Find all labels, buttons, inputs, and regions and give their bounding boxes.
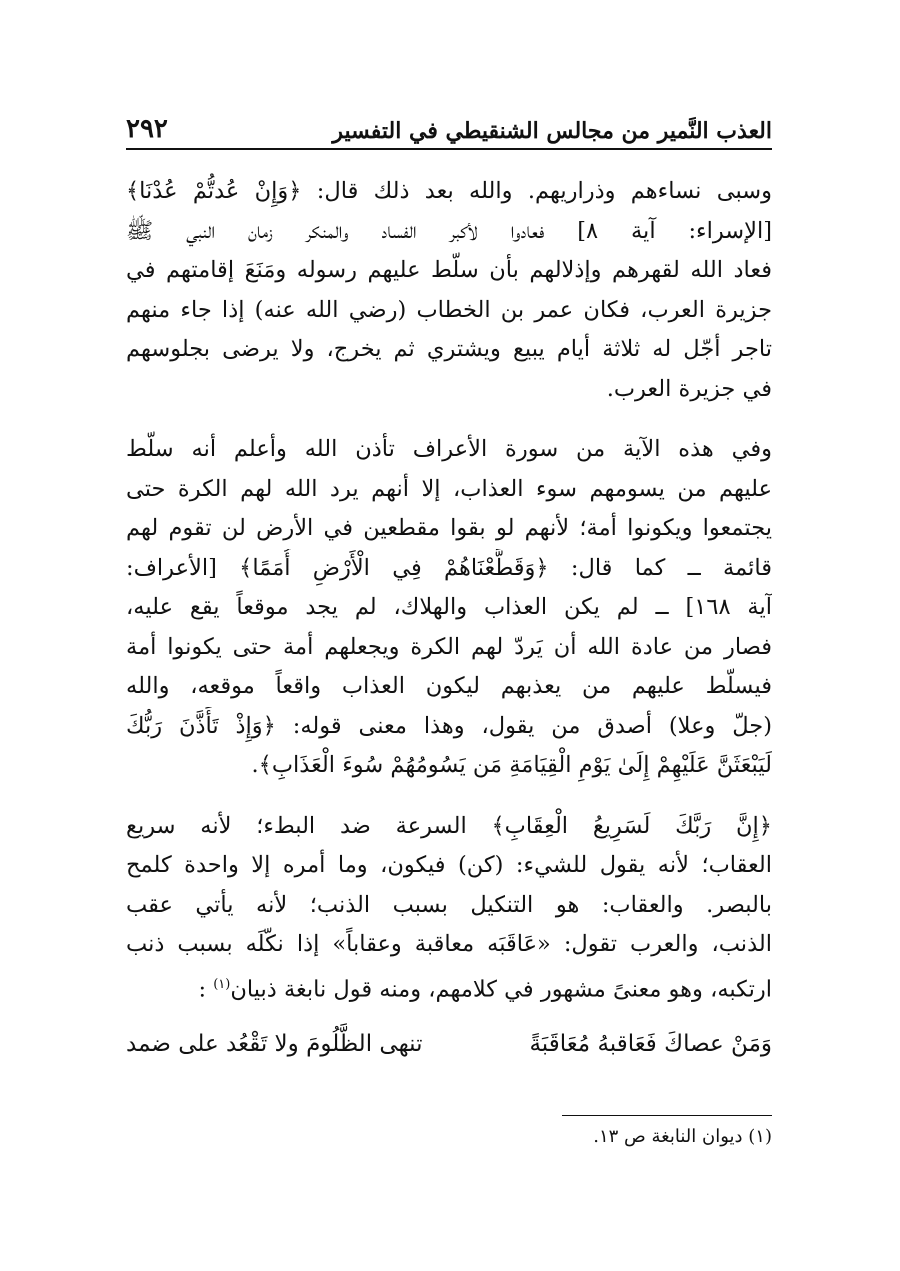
text-line: (جلّ وعلا) أصدق من يقول، وهذا معنى قوله: ﴿وَإِذْ تَأَذَّنَ رَبُّكَ	[126, 712, 772, 739]
paragraph-3	[126, 807, 772, 1005]
text-line: في جزيرة العرب.	[606, 375, 772, 402]
body-text	[126, 172, 772, 1065]
page-number: ٢٩٢	[126, 114, 168, 144]
text-line-with-footnote	[126, 965, 772, 1005]
text-line: ﴿إِنَّ رَبَّكَ لَسَرِيعُ الْعِقَابِ﴾ السرعة ضد البطء؛ لأنه سريع	[126, 812, 772, 839]
text-line-content: ارتكبه، وهو معنىً مشهور في كلامهم، ومنه قول نابغة ذبيان	[230, 976, 772, 1002]
text-line: فعاد الله لقهرهم وإذلالهم بأن سلّط عليهم رسوله ومَنَعَ إقامتهم في	[126, 257, 772, 283]
text-line: لَيَبْعَثَنَّ عَلَيْهِمْ إِلَىٰ يَوْمِ الْقِيَامَةِ مَن يَسُومُهُمْ سُوءَ الْعَذَابِ﴾.	[251, 752, 772, 778]
paragraph-gap	[126, 409, 772, 430]
text-line: وفي هذه الآية من سورة الأعراف تأذن الله وأعلم أنه سلّط	[126, 436, 772, 462]
text-line: الذنب، والعرب تقول: «عَاقَبَه معاقبة وعقاباً» إذا نكّلَه بسبب ذنب	[126, 931, 772, 957]
text-line: بالبصر. والعقاب: هو التنكيل بسبب الذنب؛ لأنه يأتي عقب	[126, 891, 772, 918]
text-line: تاجر أجّل له ثلاثة أيام يبيع ويشتري ثم يخرج، ولا يرضى بجلوسهم	[126, 336, 772, 362]
paragraph-2	[126, 430, 772, 786]
text-line: فيسلّط عليهم من يعذبهم ليكون العذاب واقعاً موقعه، والله	[126, 673, 772, 699]
page-header	[126, 112, 772, 144]
text-line: عليهم من يسومهم سوء العذاب، إلا أنهم يرد الله لهم الكرة حتى	[126, 475, 772, 502]
line-end: :	[198, 976, 207, 1002]
footnote-divider	[562, 1115, 772, 1116]
paragraph-1	[126, 172, 772, 409]
paragraph-gap	[126, 1004, 772, 1025]
second-hemistich: تنهى الظَّلُومَ ولا تَقْعُد على ضمد	[126, 1031, 423, 1057]
footnote-marker: (١)	[213, 976, 231, 992]
text-line: العقاب؛ لأنه يقول للشيء: (كن) فيكون، وما أمره إلا واحدة كلمح	[126, 852, 772, 878]
poetry-verse	[126, 1025, 772, 1065]
text-line: وسبى نساءهم وذراريهم. والله بعد ذلك قال: ﴿وَإِنْ عُدتُّمْ عُدْنَا﴾	[126, 178, 772, 204]
text-line: آية ١٦٨] ــ لم يكن العذاب والهلاك، لم يجد موقعاً يقع عليه،	[126, 594, 772, 620]
text-line: جزيرة العرب، فكان عمر بن الخطاب (رضي الله عنه) إذا جاء منهم	[126, 296, 772, 323]
text-line: قائمة ــ كما قال: ﴿وَقَطَّعْنَاهُمْ فِي الْأَرْضِ أُمَمًا﴾ [الأعراف:	[126, 554, 772, 581]
text-line: [الإسراء: آية ٨] فعادوا لأكبر الفساد والمنكر زمان النبي ﷺ	[126, 217, 772, 244]
paragraph-gap	[126, 786, 772, 807]
first-hemistich: وَمَنْ عصاكَ فَعَاقبهُ مُعَاقَبَةً	[529, 1031, 772, 1057]
running-title: العذب النَّمير من مجالس الشنقيطي في التفسير	[332, 118, 772, 144]
text-line: فصار من عادة الله أن يَردّ لهم الكرة ويجعلهم أمة حتى يكونوا أمة	[126, 633, 772, 660]
header-divider	[126, 148, 772, 150]
footnote: (١) ديوان النابغة ص ١٣.	[593, 1126, 772, 1147]
text-line: يجتمعوا ويكونوا أمة؛ لأنهم لو بقوا مقطعين في الأرض لن تقوم لهم	[126, 515, 772, 541]
